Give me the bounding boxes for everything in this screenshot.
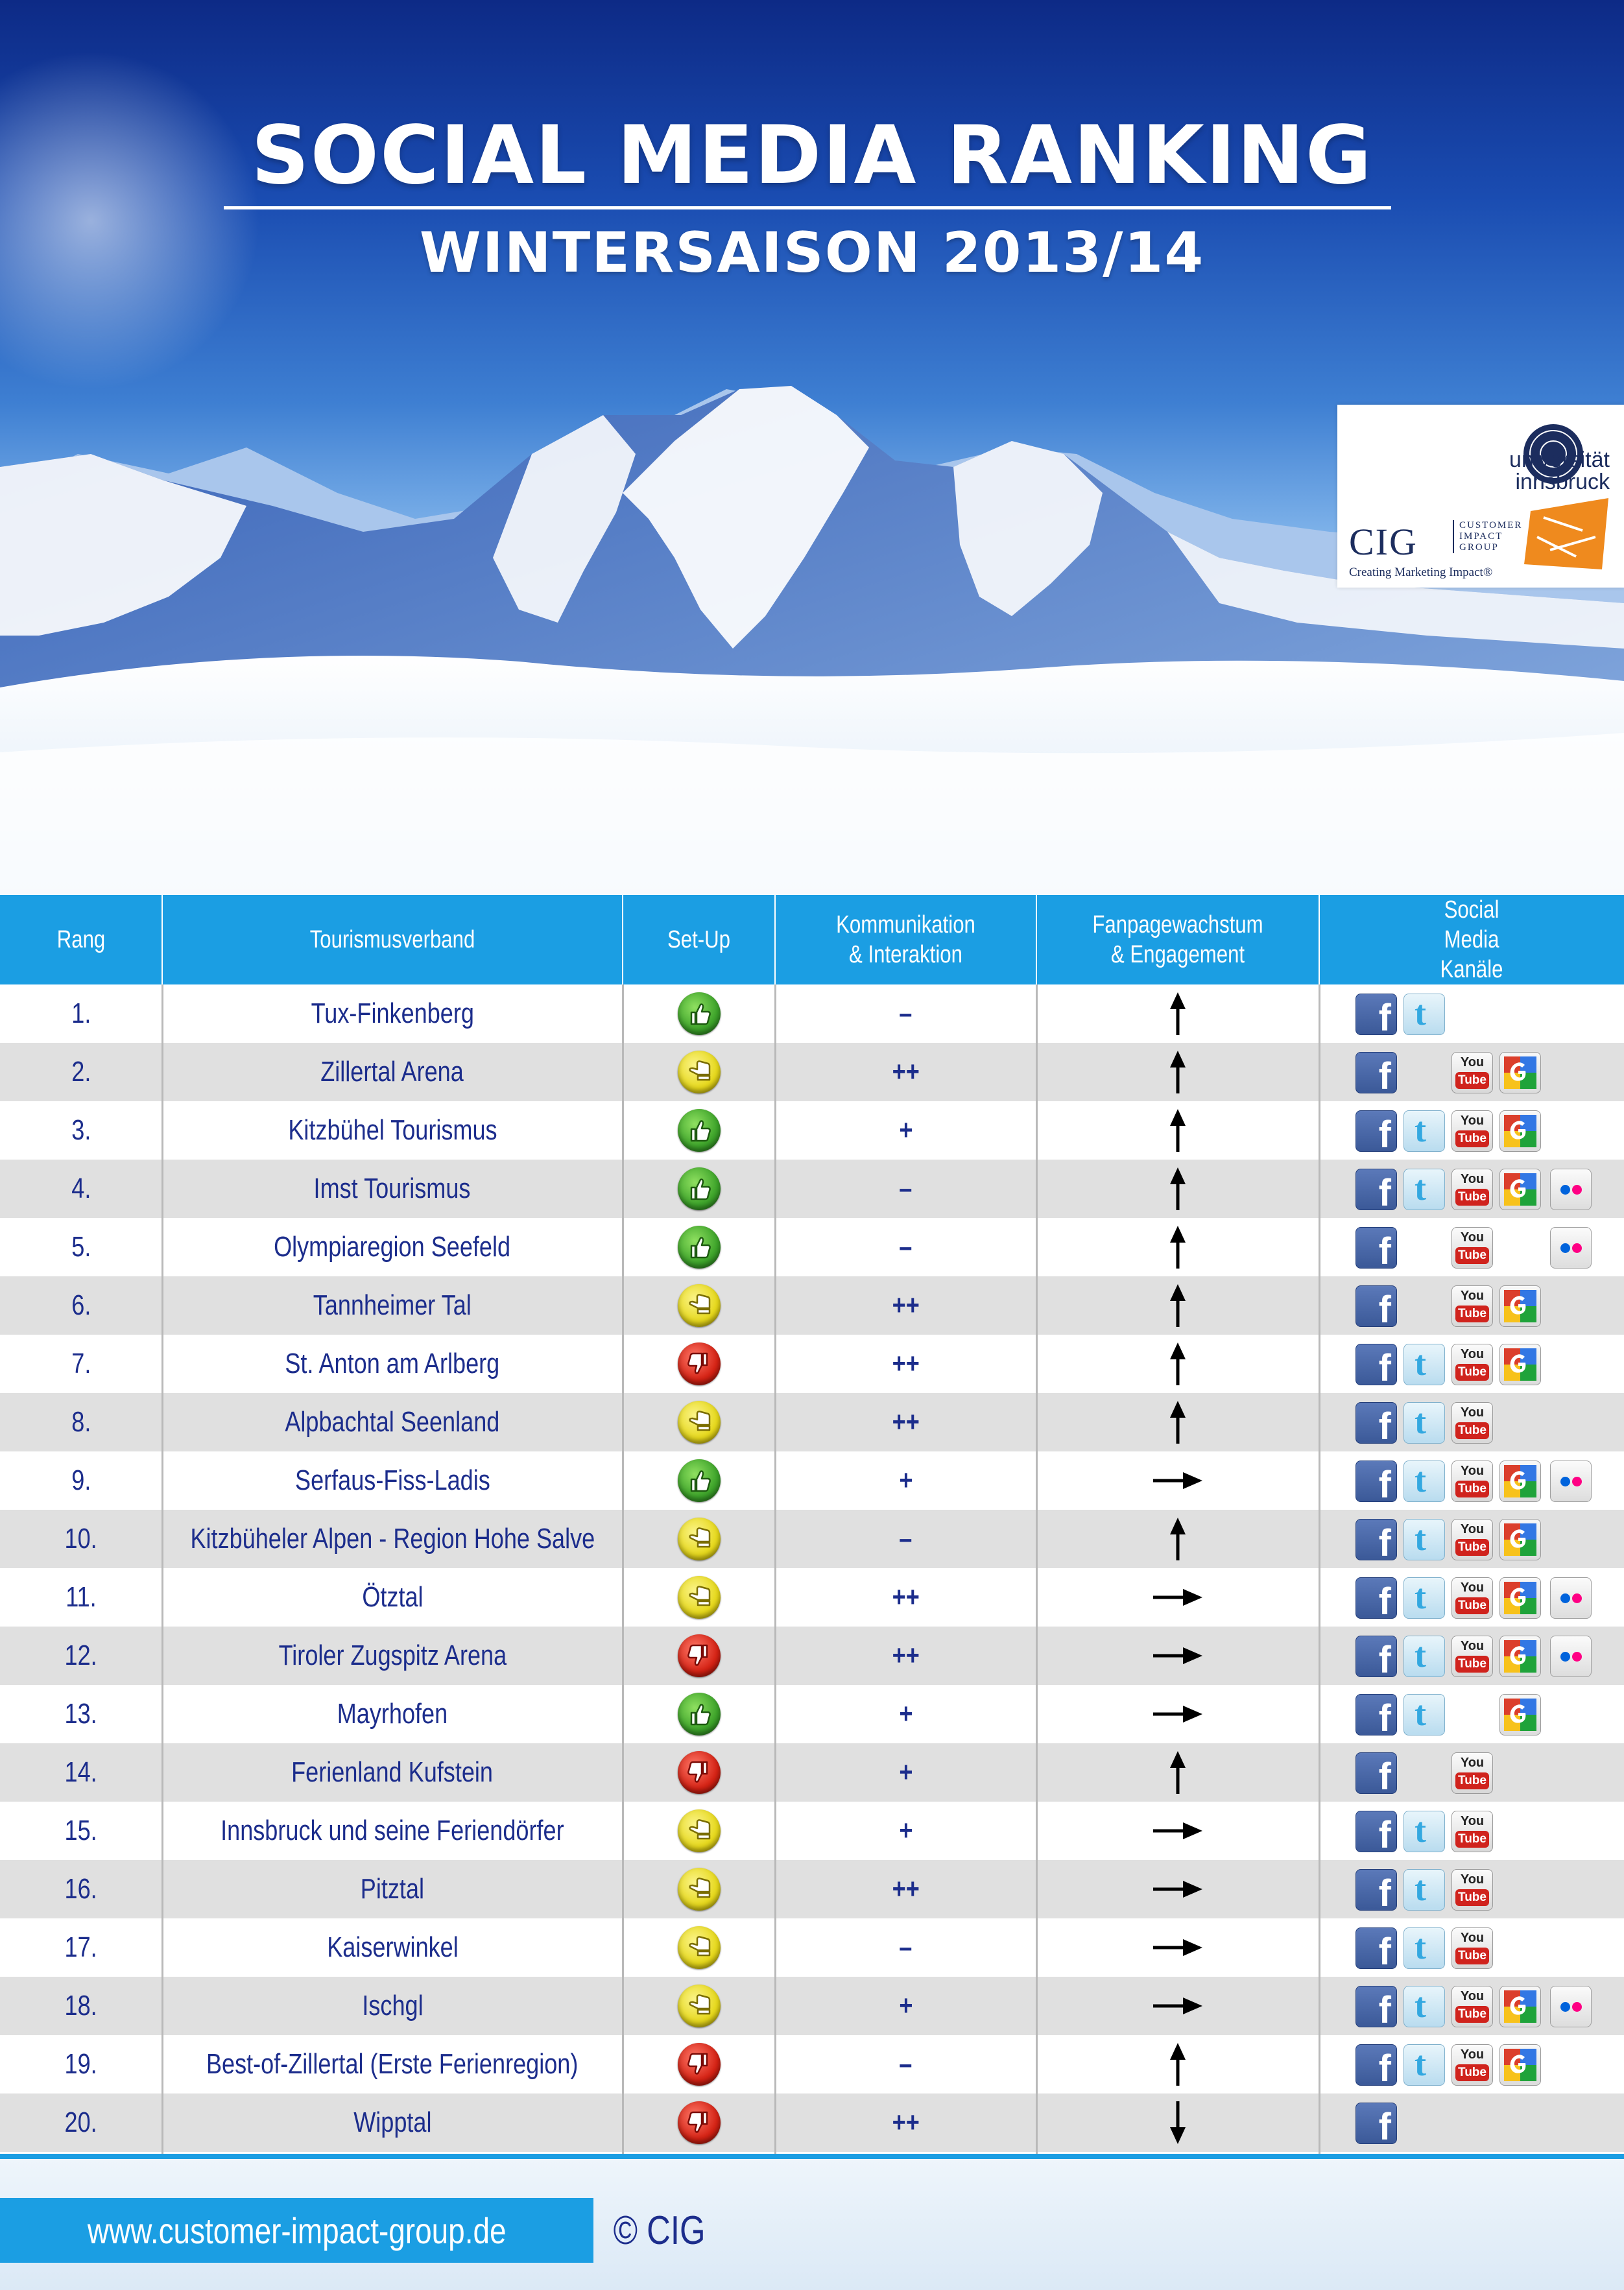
university-seal-icon — [1505, 420, 1610, 569]
tourismusverband-cell: Best-of-Zillertal (Erste Ferienregion) — [206, 2048, 579, 2080]
flickr-icon — [1550, 1227, 1592, 1269]
fanpage-cell — [1036, 1743, 1319, 1802]
cig-logo-subtext: CUSTOMER IMPACT GROUP — [1453, 520, 1537, 553]
table-row — [0, 1627, 1624, 1685]
twitter-icon: t — [1403, 1577, 1445, 1619]
table-row — [0, 1802, 1624, 1860]
university-logo-text: universität innsbruck — [1509, 447, 1610, 494]
tourismusverband-cell: St. Anton am Arlberg — [285, 1348, 500, 1379]
column-divider — [1319, 984, 1320, 2158]
tourismusverband-cell: Tiroler Zugspitz Arena — [278, 1640, 507, 1671]
thumbs-up-green-icon — [678, 1459, 721, 1502]
kommunikation-cell: ++ — [892, 1289, 920, 1321]
rank-cell: 2. — [71, 1056, 91, 1088]
setup-cell — [623, 1977, 775, 2035]
arrow-right-icon — [1152, 1867, 1204, 1912]
tourismusverband-cell: Ischgl — [361, 1990, 424, 2022]
arrow-up-icon — [1152, 1224, 1204, 1270]
setup-cell — [623, 1860, 775, 1918]
table-row — [0, 2093, 1624, 2152]
facebook-icon: f — [1355, 1986, 1397, 2027]
twitter-icon: t — [1403, 1519, 1445, 1560]
setup-cell — [623, 2093, 775, 2152]
setup-cell — [623, 1218, 775, 1276]
arrow-right-icon — [1152, 1633, 1204, 1678]
thumbs-down-red-icon — [678, 1751, 721, 1794]
facebook-icon: f — [1355, 1752, 1397, 1794]
rank-cell: 19. — [64, 2048, 98, 2080]
facebook-icon: f — [1355, 1227, 1397, 1269]
column-divider — [161, 984, 163, 2158]
youtube-icon: You Tube — [1451, 1752, 1493, 1794]
thumbs-sideways-yellow-icon — [678, 1809, 721, 1852]
thumbs-sideways-yellow-icon — [678, 1868, 721, 1911]
tourismusverband-cell: Kitzbüheler Alpen - Region Hohe Salve — [190, 1523, 595, 1555]
setup-cell — [623, 1510, 775, 1568]
arrow-up-icon — [1152, 1341, 1204, 1387]
setup-cell — [623, 1101, 775, 1160]
table-row — [0, 1218, 1624, 1276]
table-row — [0, 1335, 1624, 1393]
youtube-icon: You Tube — [1451, 1927, 1493, 1969]
fanpage-cell — [1036, 1860, 1319, 1918]
table-row — [0, 1685, 1624, 1743]
flickr-icon — [1550, 1577, 1592, 1619]
setup-cell — [623, 1276, 775, 1335]
youtube-icon: You Tube — [1451, 1285, 1493, 1327]
facebook-icon: f — [1355, 2044, 1397, 2086]
tourismusverband-cell: Innsbruck und seine Feriendörfer — [221, 1815, 564, 1846]
facebook-icon: f — [1355, 1636, 1397, 1677]
rank-cell: 8. — [71, 1406, 91, 1438]
thumbs-sideways-yellow-icon — [678, 1284, 721, 1327]
kommunikation-cell: + — [898, 1698, 913, 1730]
flickr-icon — [1550, 1169, 1592, 1210]
youtube-icon: You Tube — [1451, 1811, 1493, 1852]
page-subtitle: WINTERSAISON 2013/14 — [419, 221, 1205, 285]
table-row — [0, 1743, 1624, 1802]
facebook-icon: f — [1355, 1285, 1397, 1327]
arrow-right-icon — [1152, 1808, 1204, 1854]
column-header-rang: Rang — [56, 926, 106, 953]
kommunikation-cell: ++ — [892, 1406, 920, 1438]
arrow-right-icon — [1152, 1575, 1204, 1620]
kommunikation-cell: + — [898, 1990, 913, 2022]
page-title: SOCIAL MEDIA RANKING — [251, 109, 1373, 202]
kommunikation-cell: – — [899, 2048, 913, 2080]
tourismusverband-cell: Alpbachtal Seenland — [285, 1406, 500, 1438]
setup-cell — [623, 1627, 775, 1685]
rank-cell: 1. — [71, 997, 91, 1029]
facebook-icon: f — [1355, 1927, 1397, 1969]
kommunikation-cell: ++ — [892, 1056, 920, 1088]
twitter-icon: t — [1403, 1694, 1445, 1735]
thumbs-up-green-icon — [678, 1693, 721, 1735]
fanpage-cell — [1036, 1101, 1319, 1160]
twitter-icon: t — [1403, 2044, 1445, 2086]
arrow-right-icon — [1152, 1458, 1204, 1503]
tourismusverband-cell: Kitzbühel Tourismus — [287, 1114, 497, 1146]
setup-cell — [623, 1918, 775, 1977]
footer-url-text: www.customer-impact-group.de — [87, 2210, 507, 2251]
rank-cell: 15. — [64, 1815, 98, 1846]
thumbs-down-red-icon — [678, 1634, 721, 1677]
youtube-icon: You Tube — [1451, 1227, 1493, 1269]
googleplus-icon — [1499, 1285, 1541, 1327]
facebook-icon: f — [1355, 1344, 1397, 1385]
table-row — [0, 1860, 1624, 1918]
facebook-icon: f — [1355, 1052, 1397, 1093]
kommunikation-cell: ++ — [892, 1873, 920, 1905]
flickr-icon — [1550, 1636, 1592, 1677]
arrow-up-icon — [1152, 1049, 1204, 1095]
table-row — [0, 1977, 1624, 2035]
thumbs-sideways-yellow-icon — [678, 1576, 721, 1619]
arrow-down-icon — [1152, 2100, 1204, 2145]
fanpage-cell — [1036, 1335, 1319, 1393]
footer-copyright — [603, 2198, 715, 2263]
table-row — [0, 1276, 1624, 1335]
table-row — [0, 1101, 1624, 1160]
arrow-up-icon — [1152, 991, 1204, 1036]
tourismusverband-cell: Zillertal Arena — [320, 1056, 464, 1088]
kommunikation-cell: ++ — [892, 1348, 920, 1379]
fanpage-cell — [1036, 1393, 1319, 1451]
facebook-icon: f — [1355, 1461, 1397, 1502]
fanpage-cell — [1036, 1276, 1319, 1335]
fanpage-cell — [1036, 1510, 1319, 1568]
table-row — [0, 1393, 1624, 1451]
table-row — [0, 1510, 1624, 1568]
column-header-tourismusverband: Tourismusverband — [309, 926, 475, 953]
fanpage-cell — [1036, 1977, 1319, 2035]
fanpage-cell — [1036, 1685, 1319, 1743]
youtube-icon: You Tube — [1451, 1577, 1493, 1619]
header-divider — [774, 895, 776, 984]
thumbs-up-green-icon — [678, 992, 721, 1035]
thumbs-sideways-yellow-icon — [678, 1401, 721, 1444]
partner-logo-box — [1337, 405, 1624, 588]
rank-cell: 6. — [71, 1289, 91, 1321]
header-divider — [1319, 895, 1320, 984]
arrow-up-icon — [1152, 2042, 1204, 2087]
youtube-icon: You Tube — [1451, 1986, 1493, 2027]
kommunikation-cell: – — [899, 1523, 913, 1555]
header-divider — [622, 895, 623, 984]
tourismusverband-cell: Serfaus-Fiss-Ladis — [294, 1464, 490, 1496]
arrow-right-icon — [1152, 1925, 1204, 1970]
kommunikation-cell: ++ — [892, 2106, 920, 2138]
setup-cell — [623, 1743, 775, 1802]
column-divider — [622, 984, 624, 2158]
fanpage-cell — [1036, 1451, 1319, 1510]
googleplus-icon — [1499, 1052, 1541, 1093]
tourismusverband-cell: Ferienland Kufstein — [291, 1756, 494, 1788]
setup-cell — [623, 1685, 775, 1743]
kommunikation-cell: – — [899, 1173, 913, 1204]
column-header-setup: Set-Up — [667, 926, 730, 953]
thumbs-down-red-icon — [678, 1342, 721, 1385]
footer — [0, 2159, 1624, 2290]
googleplus-icon — [1499, 1577, 1541, 1619]
setup-cell — [623, 2035, 775, 2093]
twitter-icon: t — [1403, 1169, 1445, 1210]
setup-cell — [623, 1568, 775, 1627]
table-row — [0, 1918, 1624, 1977]
setup-cell — [623, 984, 775, 1043]
thumbs-up-green-icon — [678, 1226, 721, 1269]
kommunikation-cell: + — [898, 1756, 913, 1788]
googleplus-icon — [1499, 1636, 1541, 1677]
rank-cell: 20. — [64, 2106, 98, 2138]
rank-cell: 11. — [66, 1581, 97, 1613]
youtube-icon: You Tube — [1451, 1461, 1493, 1502]
flickr-icon — [1550, 1461, 1592, 1502]
facebook-icon: f — [1355, 1402, 1397, 1444]
thumbs-up-green-icon — [678, 1109, 721, 1152]
arrow-up-icon — [1152, 1400, 1204, 1445]
youtube-icon: You Tube — [1451, 2044, 1493, 2086]
googleplus-icon — [1499, 1986, 1541, 2027]
rank-cell: 12. — [64, 1640, 98, 1671]
tourismusverband-cell: Tannheimer Tal — [313, 1289, 472, 1321]
fanpage-cell — [1036, 1568, 1319, 1627]
thumbs-down-red-icon — [678, 2043, 721, 2086]
tourismusverband-cell: Ötztal — [361, 1581, 424, 1613]
rank-cell: 18. — [64, 1990, 98, 2022]
fanpage-cell — [1036, 2035, 1319, 2093]
kommunikation-cell: + — [898, 1114, 913, 1146]
rank-cell: 14. — [64, 1756, 98, 1788]
arrow-up-icon — [1152, 1166, 1204, 1211]
thumbs-down-red-icon — [678, 2101, 721, 2144]
thumbs-up-green-icon — [678, 1167, 721, 1210]
youtube-icon: You Tube — [1451, 1519, 1493, 1560]
column-header-fanpagewachstum: Fanpagewachstum & Engagement — [1092, 911, 1263, 968]
fanpage-cell — [1036, 2093, 1319, 2152]
youtube-icon: You Tube — [1451, 1169, 1493, 1210]
twitter-icon: t — [1403, 1461, 1445, 1502]
title-divider — [224, 206, 1391, 209]
kommunikation-cell: – — [899, 1231, 913, 1263]
tourismusverband-cell: Mayrhofen — [337, 1698, 448, 1730]
kommunikation-cell: – — [899, 997, 913, 1029]
fanpage-cell — [1036, 1802, 1319, 1860]
kommunikation-cell: ++ — [892, 1640, 920, 1671]
table-row — [0, 1451, 1624, 1510]
cig-tagline: Creating Marketing Impact® — [1349, 566, 1493, 579]
twitter-icon: t — [1403, 1869, 1445, 1911]
kommunikation-cell: ++ — [892, 1581, 920, 1613]
arrow-up-icon — [1152, 1283, 1204, 1328]
tourismusverband-cell: Pitztal — [360, 1873, 425, 1905]
facebook-icon: f — [1355, 1110, 1397, 1152]
fanpage-cell — [1036, 1218, 1319, 1276]
googleplus-icon — [1499, 1519, 1541, 1560]
setup-cell — [623, 1043, 775, 1101]
table-row — [0, 1568, 1624, 1627]
setup-cell — [623, 1160, 775, 1218]
arrow-up-icon — [1152, 1750, 1204, 1795]
fanpage-cell — [1036, 1627, 1319, 1685]
hero-banner — [0, 0, 1624, 895]
column-divider — [1036, 984, 1038, 2158]
arrow-up-icon — [1152, 1108, 1204, 1153]
rank-cell: 4. — [71, 1173, 91, 1204]
column-header-kommunikation: Kommunikation & Interaktion — [836, 911, 975, 968]
table-row — [0, 2035, 1624, 2093]
googleplus-icon — [1499, 2044, 1541, 2086]
flickr-icon — [1550, 1986, 1592, 2027]
fanpage-cell — [1036, 1160, 1319, 1218]
footer-copyright-text: © CIG — [613, 2208, 706, 2253]
fanpage-cell — [1036, 1918, 1319, 1977]
googleplus-icon — [1499, 1461, 1541, 1502]
thumbs-sideways-yellow-icon — [678, 1985, 721, 2027]
kommunikation-cell: + — [898, 1815, 913, 1846]
twitter-icon: t — [1403, 1110, 1445, 1152]
facebook-icon: f — [1355, 1694, 1397, 1735]
facebook-icon: f — [1355, 1519, 1397, 1560]
tourismusverband-cell: Wipptal — [353, 2106, 432, 2138]
youtube-icon: You Tube — [1451, 1636, 1493, 1677]
facebook-icon: f — [1355, 1169, 1397, 1210]
setup-cell — [623, 1802, 775, 1860]
facebook-icon: f — [1355, 1869, 1397, 1911]
arrow-right-icon — [1152, 1983, 1204, 2029]
rank-cell: 13. — [64, 1698, 98, 1730]
twitter-icon: t — [1403, 994, 1445, 1035]
rank-cell: 16. — [64, 1873, 98, 1905]
kommunikation-cell: – — [899, 1931, 913, 1963]
googleplus-icon — [1499, 1344, 1541, 1385]
arrow-up-icon — [1152, 1516, 1204, 1562]
tourismusverband-cell: Olympiaregion Seefeld — [274, 1231, 511, 1263]
table-row — [0, 984, 1624, 1043]
table-bottom-band — [0, 2154, 1624, 2159]
googleplus-icon — [1499, 1110, 1541, 1152]
youtube-icon: You Tube — [1451, 1052, 1493, 1093]
rank-cell: 17. — [64, 1931, 98, 1963]
youtube-icon: You Tube — [1451, 1869, 1493, 1911]
facebook-icon: f — [1355, 994, 1397, 1035]
youtube-icon: You Tube — [1451, 1344, 1493, 1385]
column-divider — [774, 984, 776, 2158]
thumbs-sideways-yellow-icon — [678, 1518, 721, 1560]
header-divider — [161, 895, 163, 984]
twitter-icon: t — [1403, 1402, 1445, 1444]
fanpage-cell — [1036, 984, 1319, 1043]
cig-logo-text: CIG — [1349, 521, 1418, 563]
rank-cell: 9. — [71, 1464, 91, 1496]
rank-cell: 3. — [71, 1114, 91, 1146]
arrow-right-icon — [1152, 1691, 1204, 1737]
rank-cell: 10. — [64, 1523, 98, 1555]
tourismusverband-cell: Tux-Finkenberg — [311, 997, 474, 1029]
twitter-icon: t — [1403, 1344, 1445, 1385]
googleplus-icon — [1499, 1694, 1541, 1735]
kommunikation-cell: + — [898, 1464, 913, 1496]
setup-cell — [623, 1335, 775, 1393]
footer-website-link[interactable] — [0, 2198, 593, 2263]
twitter-icon: t — [1403, 1927, 1445, 1969]
thumbs-sideways-yellow-icon — [678, 1926, 721, 1969]
rank-cell: 7. — [71, 1348, 91, 1379]
facebook-icon: f — [1355, 1577, 1397, 1619]
setup-cell — [623, 1393, 775, 1451]
youtube-icon: You Tube — [1451, 1402, 1493, 1444]
fanpage-cell — [1036, 1043, 1319, 1101]
thumbs-sideways-yellow-icon — [678, 1051, 721, 1093]
facebook-icon: f — [1355, 1811, 1397, 1852]
twitter-icon: t — [1403, 1636, 1445, 1677]
table-row — [0, 1160, 1624, 1218]
tourismusverband-cell: Imst Tourismus — [314, 1173, 471, 1204]
setup-cell — [623, 1451, 775, 1510]
rank-cell: 5. — [71, 1231, 91, 1263]
googleplus-icon — [1499, 1169, 1541, 1210]
tourismusverband-cell: Kaiserwinkel — [326, 1931, 459, 1963]
twitter-icon: t — [1403, 1811, 1445, 1852]
youtube-icon: You Tube — [1451, 1110, 1493, 1152]
facebook-icon: f — [1355, 2103, 1397, 2144]
header-divider — [1036, 895, 1037, 984]
twitter-icon: t — [1403, 1986, 1445, 2027]
table-row — [0, 1043, 1624, 1101]
column-header-social-media: Social Media Kanäle — [1440, 896, 1503, 983]
